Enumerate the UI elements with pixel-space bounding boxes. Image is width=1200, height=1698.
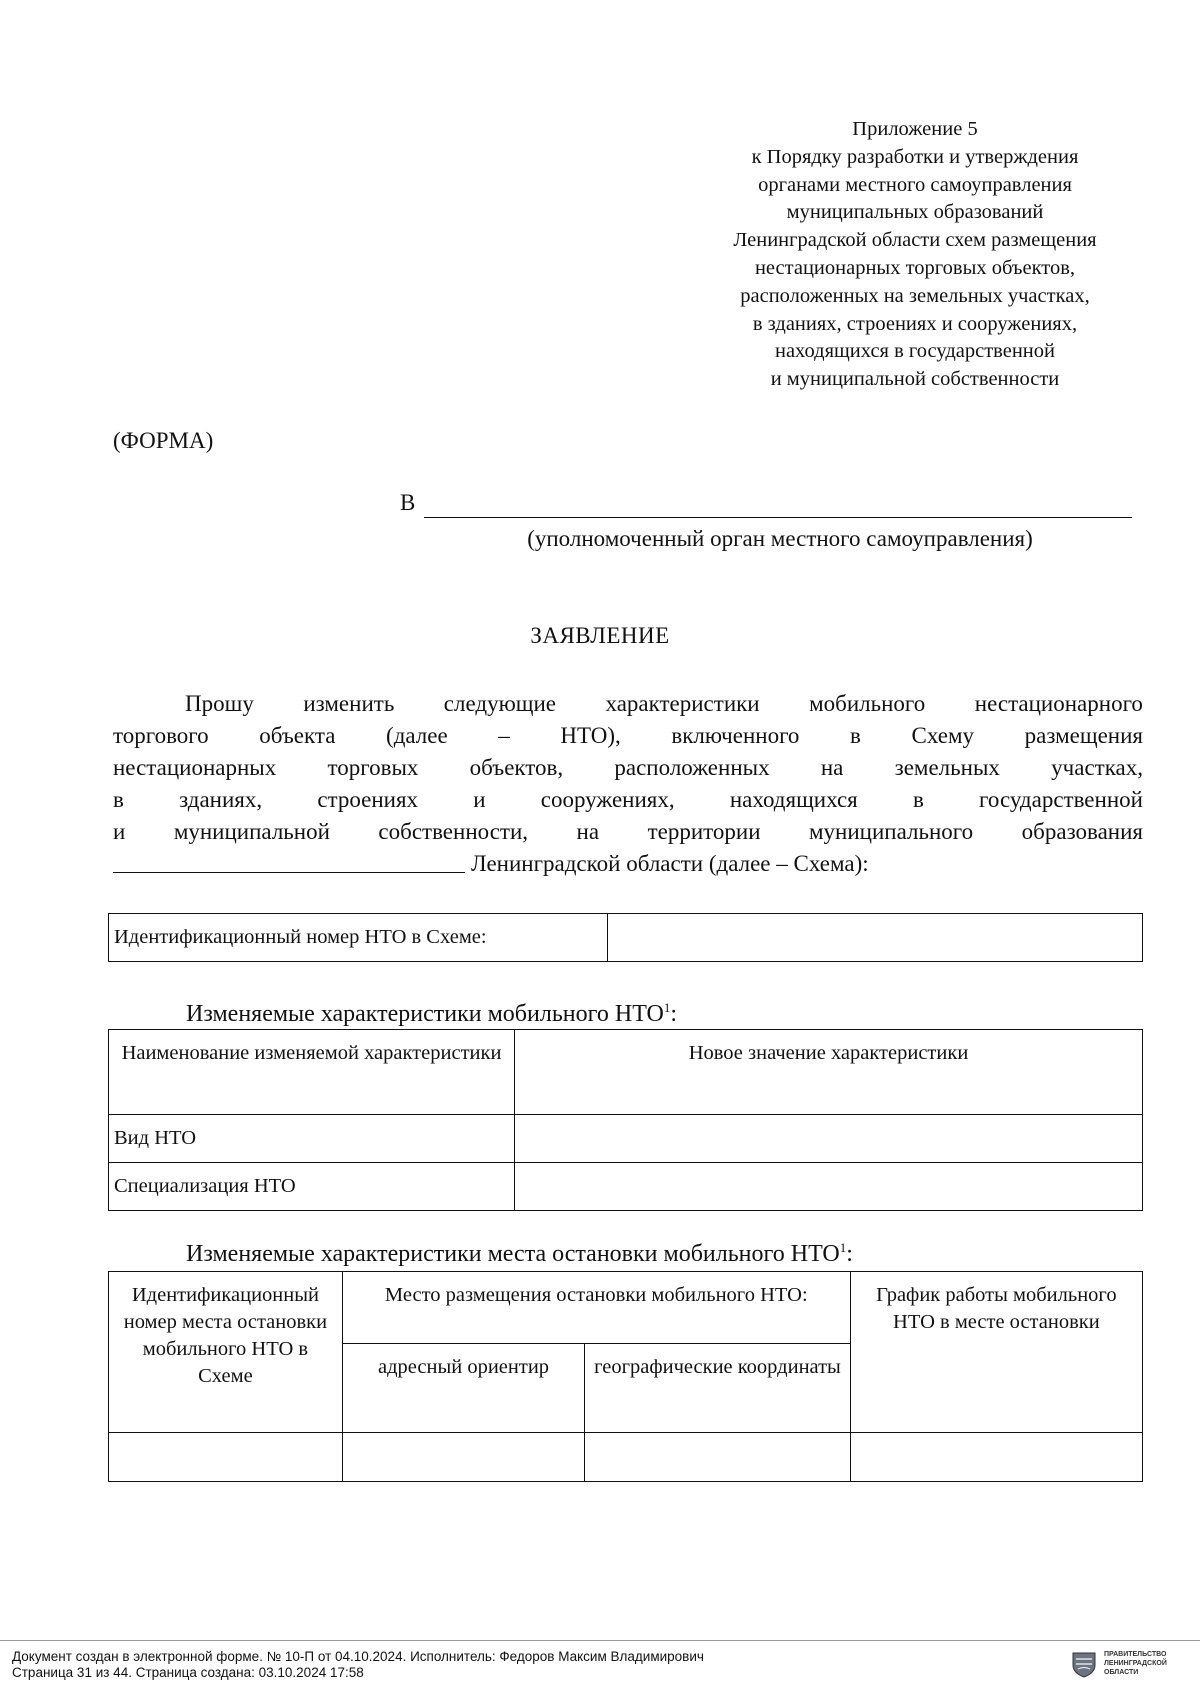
word: нестационарных: [113, 755, 277, 780]
word: (далее: [386, 723, 448, 748]
table-cell[interactable]: [342, 1433, 584, 1482]
logo-text: ПРАВИТЕЛЬСТВО ЛЕНИНГРАДСКОЙ ОБЛАСТИ: [1104, 1651, 1167, 1676]
table-header-row: [109, 1030, 1143, 1115]
word: включенного: [671, 723, 800, 748]
annex-line: расположенных на земельных участках,: [740, 284, 1090, 307]
heading-colon: :: [670, 1001, 678, 1027]
coat-of-arms-icon: [1070, 1650, 1098, 1678]
word: на: [820, 755, 844, 780]
annex-line: муниципальных образований: [786, 201, 1044, 224]
annex-line: Ленинградской области схем размещения: [733, 229, 1097, 252]
government-logo: [1070, 1648, 1190, 1684]
word: на: [576, 819, 600, 844]
word: следующие: [443, 691, 557, 716]
table-cell[interactable]: [109, 1433, 343, 1482]
annex-header: [690, 116, 1140, 394]
word: объектов,: [469, 755, 564, 780]
characteristic-name-cell: Специализация НТО: [109, 1163, 515, 1211]
word: строениях: [317, 787, 419, 812]
paragraph-line: [113, 784, 1143, 816]
characteristic-name-cell: Вид НТО: [109, 1115, 515, 1163]
table-row: [109, 1163, 1143, 1211]
word: размещения: [1024, 723, 1143, 748]
municipality-blank-line[interactable]: [113, 848, 465, 873]
footer-line: Документ создан в электронной форме. № 10-П от 04.10.2024. Исполнитель: Федоров Максим Владимирович: [12, 1649, 704, 1664]
word: муниципального: [809, 819, 974, 844]
characteristic-value-cell[interactable]: [515, 1163, 1143, 1211]
column-header: График работы мобильного НТО в месте остановки: [850, 1272, 1142, 1433]
column-header: Место размещения остановки мобильного НТО:: [342, 1272, 850, 1344]
id-table: [108, 913, 1143, 962]
paragraph-line: [113, 720, 1143, 752]
annex-line: Приложение 5: [852, 118, 978, 140]
word: характеристики: [605, 691, 760, 716]
column-header: Наименование изменяемой характеристики: [109, 1030, 515, 1115]
column-header: Новое значение характеристики: [515, 1030, 1143, 1115]
word: изменить: [303, 691, 395, 716]
table-cell[interactable]: [850, 1433, 1142, 1482]
table-header-row: [109, 1272, 1143, 1344]
word: Схему: [911, 723, 975, 748]
footnote-mark: 1: [839, 1240, 847, 1255]
stop-place-table: [108, 1271, 1143, 1482]
word: в: [912, 787, 924, 812]
word: образования: [1021, 819, 1143, 844]
addressee-prefix: В: [400, 490, 416, 515]
section-heading-stop-place: [186, 1240, 853, 1268]
word: сооружениях,: [540, 787, 675, 812]
word: находящихся: [729, 787, 858, 812]
table-row: [109, 1433, 1143, 1482]
paragraph-line: [113, 752, 1143, 784]
request-paragraph: [113, 688, 1143, 880]
word: расположенных: [614, 755, 770, 780]
paragraph-line: [113, 848, 1143, 880]
heading-colon: :: [846, 1241, 853, 1267]
word: муниципальной: [173, 819, 330, 844]
column-header: Идентификационный номер места остановки мобильного НТО в Схеме: [109, 1272, 343, 1433]
characteristics-table: [108, 1029, 1143, 1211]
annex-line: и муниципальной собственности: [770, 368, 1060, 391]
word: участках,: [1051, 755, 1143, 780]
addressee-caption: (уполномоченный орган местного самоуправления): [527, 526, 1033, 551]
heading-text: Изменяемые характеристики мобильного НТО: [186, 1001, 664, 1027]
paragraph-line: [113, 816, 1143, 848]
id-label-cell: Идентификационный номер НТО в Схеме:: [109, 914, 608, 962]
footer-line: Страница 31 из 44. Страница создана: 03.10.2024 17:58: [12, 1664, 364, 1680]
word: и: [473, 787, 486, 812]
form-label: (ФОРМА): [113, 428, 214, 453]
addressee-row: [400, 490, 1132, 520]
word: мобильного: [809, 691, 926, 716]
characteristic-value-cell[interactable]: [515, 1115, 1143, 1163]
annex-line: находящихся в государственной: [774, 340, 1056, 363]
document-title: ЗАЯВЛЕНИЕ: [530, 623, 670, 648]
heading-text: Изменяемые характеристики места остановки мобильного НТО: [186, 1241, 840, 1267]
word: торговых: [327, 755, 419, 780]
footer-divider: [0, 1640, 1200, 1641]
word: торгового: [113, 723, 209, 748]
word: в: [850, 723, 861, 748]
section-heading-mobile-nto: [186, 1000, 677, 1028]
word: –: [498, 723, 510, 748]
word: собственности,: [378, 819, 529, 844]
annex-line: к Порядку разработки и утверждения: [751, 145, 1079, 168]
paragraph-line: [113, 688, 1143, 720]
annex-line: нестационарных торговых объектов,: [754, 256, 1076, 279]
annex-line: органами местного самоуправления: [758, 173, 1072, 196]
word: территории: [647, 819, 761, 844]
word: НТО),: [560, 723, 621, 748]
id-value-cell[interactable]: [608, 914, 1143, 962]
table-cell[interactable]: [585, 1433, 851, 1482]
word: нестационарного: [974, 691, 1143, 716]
footer: [12, 1649, 704, 1680]
word: Прошу: [185, 691, 254, 716]
column-subheader: географические координаты: [585, 1343, 851, 1432]
annex-line: в зданиях, строениях и сооружениях,: [752, 312, 1078, 335]
word: и: [113, 819, 126, 844]
word: зданиях,: [179, 787, 263, 812]
addressee-blank-line[interactable]: [424, 517, 1132, 518]
word: земельных: [894, 755, 1000, 780]
table-row: [109, 1115, 1143, 1163]
word: в: [113, 787, 124, 812]
word: объекта: [259, 723, 336, 748]
paragraph-text: Ленинградской области (далее – Схема):: [471, 851, 869, 876]
word: государственной: [979, 787, 1143, 812]
footnote-mark: 1: [663, 1000, 671, 1015]
column-subheader: адресный ориентир: [342, 1343, 584, 1432]
table-row: [109, 914, 1143, 962]
